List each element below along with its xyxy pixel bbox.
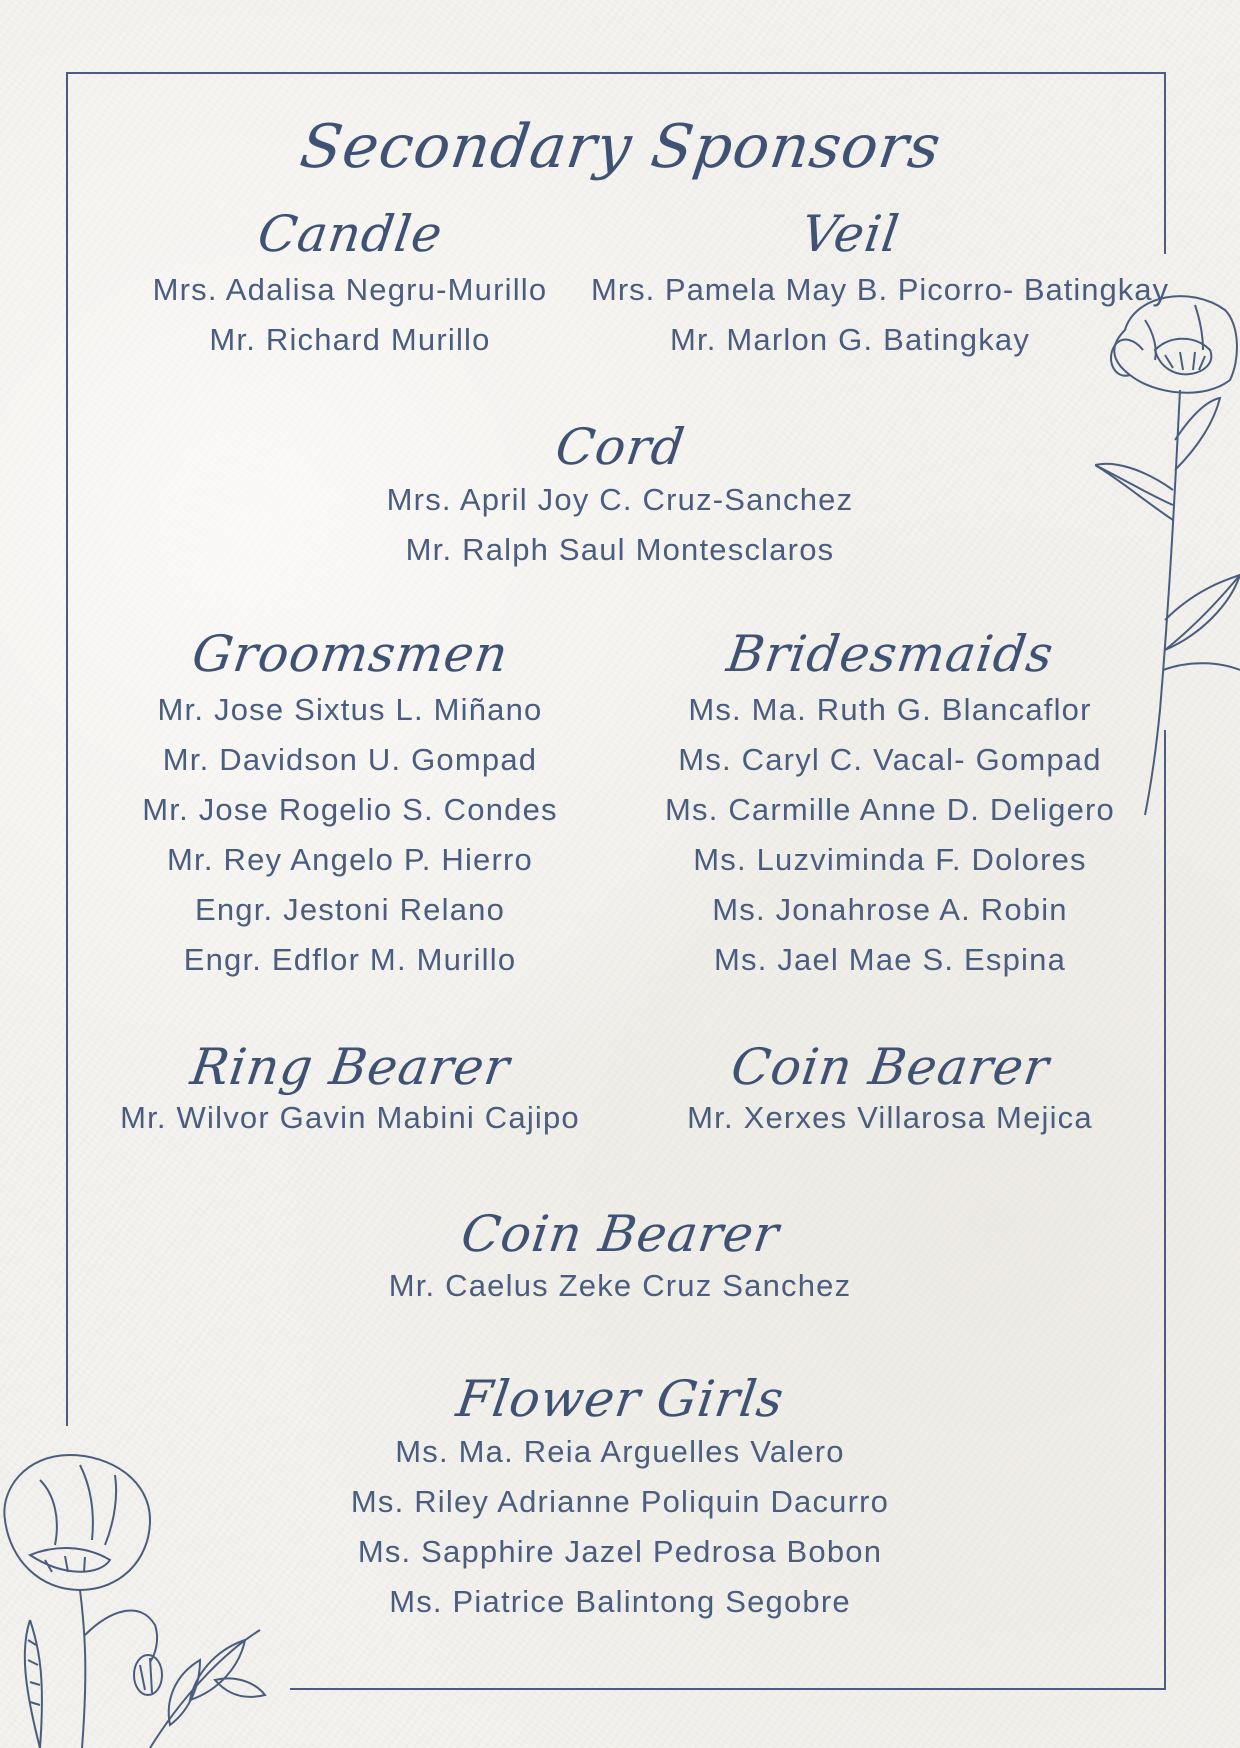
groomsmen-name-1: Mr. Jose Sixtus L. Miñano (157, 692, 543, 727)
groomsmen-name-6: Engr. Edflor M. Murillo (183, 942, 517, 977)
cord-name-1: Mrs. April Joy C. Cruz-Sanchez (386, 482, 854, 517)
groomsmen-name-2: Mr. Davidson U. Gompad (162, 742, 538, 777)
section-heading-groomsmen: Groomsmen (188, 625, 513, 683)
veil-name-2: Mr. Marlon G. Batingkay (669, 322, 1031, 357)
flower-girls-name-1: Ms. Ma. Reia Arguelles Valero (395, 1434, 845, 1469)
bridesmaids-name-1: Ms. Ma. Ruth G. Blancaflor (688, 692, 1092, 727)
section-heading-candle: Candle (254, 205, 447, 263)
bridesmaids-name-3: Ms. Carmille Anne D. Deligero (664, 792, 1115, 827)
veil-name-1: Mrs. Pamela May B. Picorro- Batingkay (591, 272, 1169, 307)
coin-bearer-1-name: Mr. Xerxes Villarosa Mejica (687, 1100, 1093, 1135)
bridesmaids-name-6: Ms. Jael Mae S. Espina (713, 942, 1067, 977)
bridesmaids-name-5: Ms. Jonahrose A. Robin (712, 892, 1068, 927)
bridesmaids-name-2: Ms. Caryl C. Vacal- Gompad (678, 742, 1102, 777)
candle-name-2: Mr. Richard Murillo (209, 322, 491, 357)
section-heading-veil: Veil (797, 205, 904, 263)
section-heading-bridesmaids: Bridesmaids (723, 625, 1058, 683)
cord-name-2: Mr. Ralph Saul Montesclaros (405, 532, 835, 567)
section-heading-coin-bearer-2: Coin Bearer (457, 1205, 783, 1263)
section-heading-coin-bearer-1: Coin Bearer (727, 1038, 1053, 1096)
groomsmen-name-4: Mr. Rey Angelo P. Hierro (167, 842, 533, 877)
flower-girls-name-3: Ms. Sapphire Jazel Pedrosa Bobon (357, 1534, 883, 1569)
flower-girls-name-2: Ms. Riley Adrianne Poliquin Dacurro (350, 1484, 890, 1519)
flower-girls-name-4: Ms. Piatrice Balintong Segobre (389, 1584, 851, 1619)
poppy-flower-icon (1095, 290, 1240, 820)
candle-name-1: Mrs. Adalisa Negru-Murillo (152, 272, 548, 307)
groomsmen-name-3: Mr. Jose Rogelio S. Condes (142, 792, 558, 827)
groomsmen-name-5: Engr. Jestoni Relano (194, 892, 506, 927)
frame-bottom-line (290, 1688, 1166, 1690)
leaf-branch-icon (0, 1450, 270, 1748)
section-heading-cord: Cord (552, 418, 689, 476)
section-heading-ring-bearer: Ring Bearer (187, 1038, 514, 1096)
bridesmaids-name-4: Ms. Luzviminda F. Dolores (693, 842, 1087, 877)
frame-top-line (66, 72, 1166, 74)
coin-bearer-2-name: Mr. Caelus Zeke Cruz Sanchez (388, 1268, 852, 1303)
ring-bearer-name: Mr. Wilvor Gavin Mabini Cajipo (120, 1100, 580, 1135)
section-heading-flower-girls: Flower Girls (453, 1370, 788, 1428)
page-title: Secondary Sponsors (296, 112, 946, 182)
